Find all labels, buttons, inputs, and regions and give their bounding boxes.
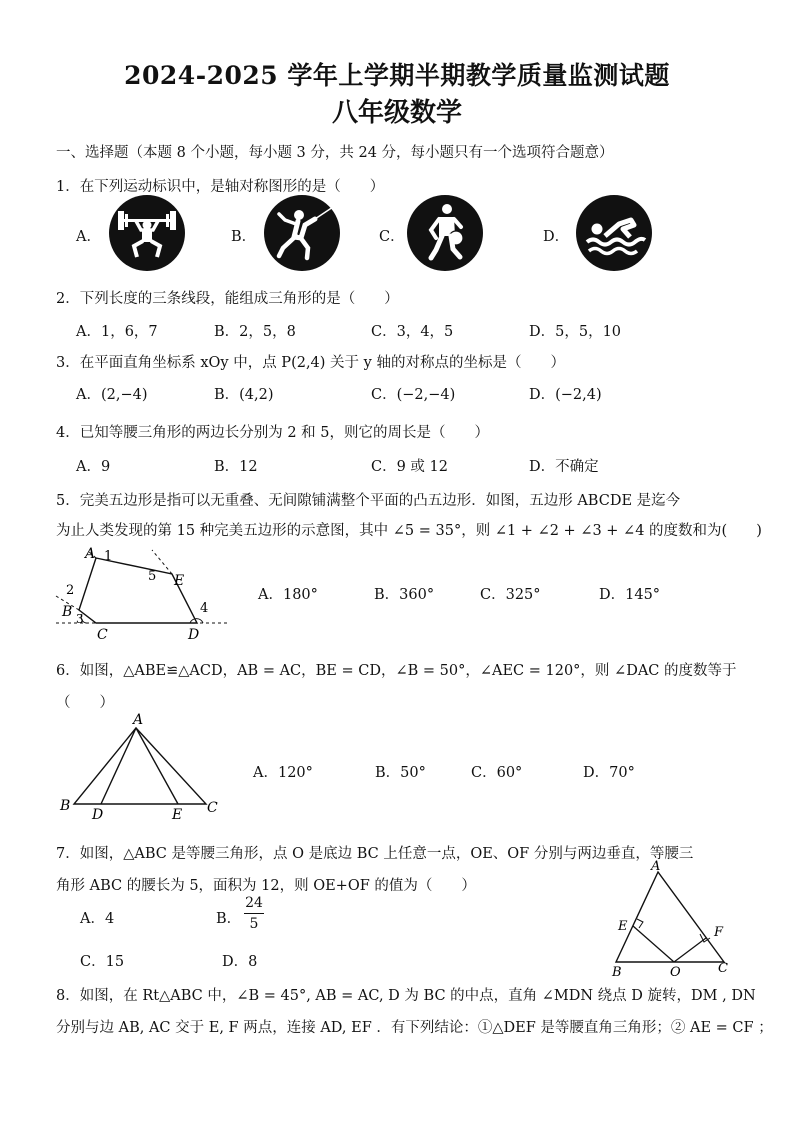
q5-option-b: B．360° [374, 587, 435, 603]
label-2: 2 [66, 583, 75, 598]
label-e: E [172, 807, 183, 823]
q1-option-a: A． [76, 229, 101, 245]
label-d: D [188, 627, 200, 643]
label-e: E [174, 573, 185, 589]
q7-option-c: C．15 [80, 954, 125, 970]
label-c: C [97, 627, 108, 643]
q8-stem-line1: 8．如图，在 Rt△ABC 中，∠B = 45°, AB = AC, D 为 BC 的中点，直角 ∠MDN 绕点 D 旋转，DM , DN [56, 988, 756, 1004]
label-4: 4 [200, 601, 209, 616]
label-3: 3 [76, 612, 84, 626]
q3-stem: 3．在平面直角坐标系 xOy 中，点 P(2,4) 关于 y 轴的对称点的坐标是（ ） [56, 355, 565, 371]
q1-option-c: C． [379, 229, 405, 245]
q5-option-d: D．145° [599, 587, 661, 603]
q3-option-d: D．(−2,4) [529, 387, 602, 403]
q4-stem: 4．已知等腰三角形的两边长分别为 2 和 5，则它的周长是（ ） [56, 425, 490, 441]
pentagon-figure [52, 544, 230, 644]
label-c: C [718, 961, 728, 976]
basketball-icon [406, 194, 484, 272]
section-heading: 一、选择题（本题 8 个小题，每小题 3 分，共 24 分，每小题只有一个选项符合题意） [56, 145, 614, 161]
q7-option-b: B． [216, 911, 242, 927]
q4-option-d: D．不确定 [529, 459, 599, 475]
label-o: O [670, 965, 681, 978]
q3-option-a: A．(2,−4) [76, 387, 148, 403]
fraction-denominator: 5 [249, 916, 259, 932]
q6-option-b: B．50° [375, 765, 426, 781]
q1-option-b: B． [231, 229, 257, 245]
q6-stem-line2: （ ） [56, 695, 114, 711]
fraction-numerator: 24 [245, 895, 263, 911]
q6-option-d: D．70° [583, 765, 635, 781]
q6-stem-line1: 6．如图，△ABE≌△ACD，AB = AC，BE = CD，∠B = 50°，∠AEC = 120°，则 ∠DAC 的度数等于 [56, 663, 737, 679]
q5-option-a: A．180° [258, 587, 318, 603]
q6-option-c: C．60° [471, 765, 523, 781]
fraction-bar [244, 913, 264, 914]
label-b: B [60, 798, 71, 814]
q3-option-b: B．(4,2) [214, 387, 274, 403]
q8-stem-line2: 分别与边 AB, AC 交于 E, F 两点，连接 AD, EF ．有下列结论：①△DEF 是等腰直角三角形；② AE = CF ； [56, 1020, 773, 1036]
q7-stem-line2: 角形 ABC 的腰长为 5，面积为 12，则 OE+OF 的值为（ ） [56, 878, 476, 894]
q7-stem-line1: 7．如图，△ABC 是等腰三角形，点 O 是底边 BC 上任意一点，OE、OF 分别与两边垂直，等腰三 [56, 846, 694, 862]
label-c: C [207, 800, 218, 816]
swimming-icon [575, 194, 653, 272]
q7-option-b-fraction [244, 895, 264, 932]
triangle-figure-q6 [56, 708, 226, 824]
q7-option-d: D．8 [222, 954, 258, 970]
q2-option-d: D．5，5，10 [529, 324, 622, 340]
q5-stem-line1: 5．完美五边形是指可以无重叠、无间隙铺满整个平面的凸五边形．如图，五边形 ABCDE 是迄今 [56, 493, 681, 509]
q2-option-b: B．2，5，8 [214, 324, 296, 340]
triangle-figure-q7 [606, 858, 746, 978]
q4-option-b: B．12 [214, 459, 258, 475]
q1-stem: 1．在下列运动标识中，是轴对称图形的是（ ） [56, 179, 385, 195]
q4-option-c: C．9 或 12 [371, 459, 448, 475]
label-f: F [714, 925, 724, 940]
label-e: E [618, 919, 628, 934]
label-a: A [651, 859, 661, 874]
fencing-icon [263, 194, 341, 272]
q2-option-c: C．3，4，5 [371, 324, 454, 340]
q4-option-a: A．9 [76, 459, 111, 475]
label-d: D [92, 807, 104, 823]
q5-option-c: C．325° [480, 587, 541, 603]
label-1: 1 [104, 549, 113, 564]
label-a: A [133, 712, 144, 728]
exam-subtitle: 八年级数学 [331, 98, 462, 128]
q2-stem: 2．下列长度的三条线段，能组成三角形的是（ ） [56, 291, 399, 307]
weightlifting-icon [108, 194, 186, 272]
label-b: B [612, 965, 622, 978]
label-5: 5 [148, 569, 157, 584]
exam-title: 2024-2025 学年上学期半期教学质量监测试题 [124, 61, 670, 90]
q1-option-d: D． [543, 229, 570, 245]
q6-option-a: A．120° [253, 765, 313, 781]
q3-option-c: C．(−2,−4) [371, 387, 456, 403]
q5-stem-line2: 为止人类发现的第 15 种完美五边形的示意图，其中 ∠5 = 35°，则 ∠1 + ∠2 + ∠3 + ∠4 的度数和为( ) [56, 523, 762, 539]
q7-option-a: A．4 [80, 911, 115, 927]
q2-option-a: A．1，6，7 [76, 324, 158, 340]
label-b: B [62, 604, 73, 620]
label-a: A [85, 546, 96, 562]
